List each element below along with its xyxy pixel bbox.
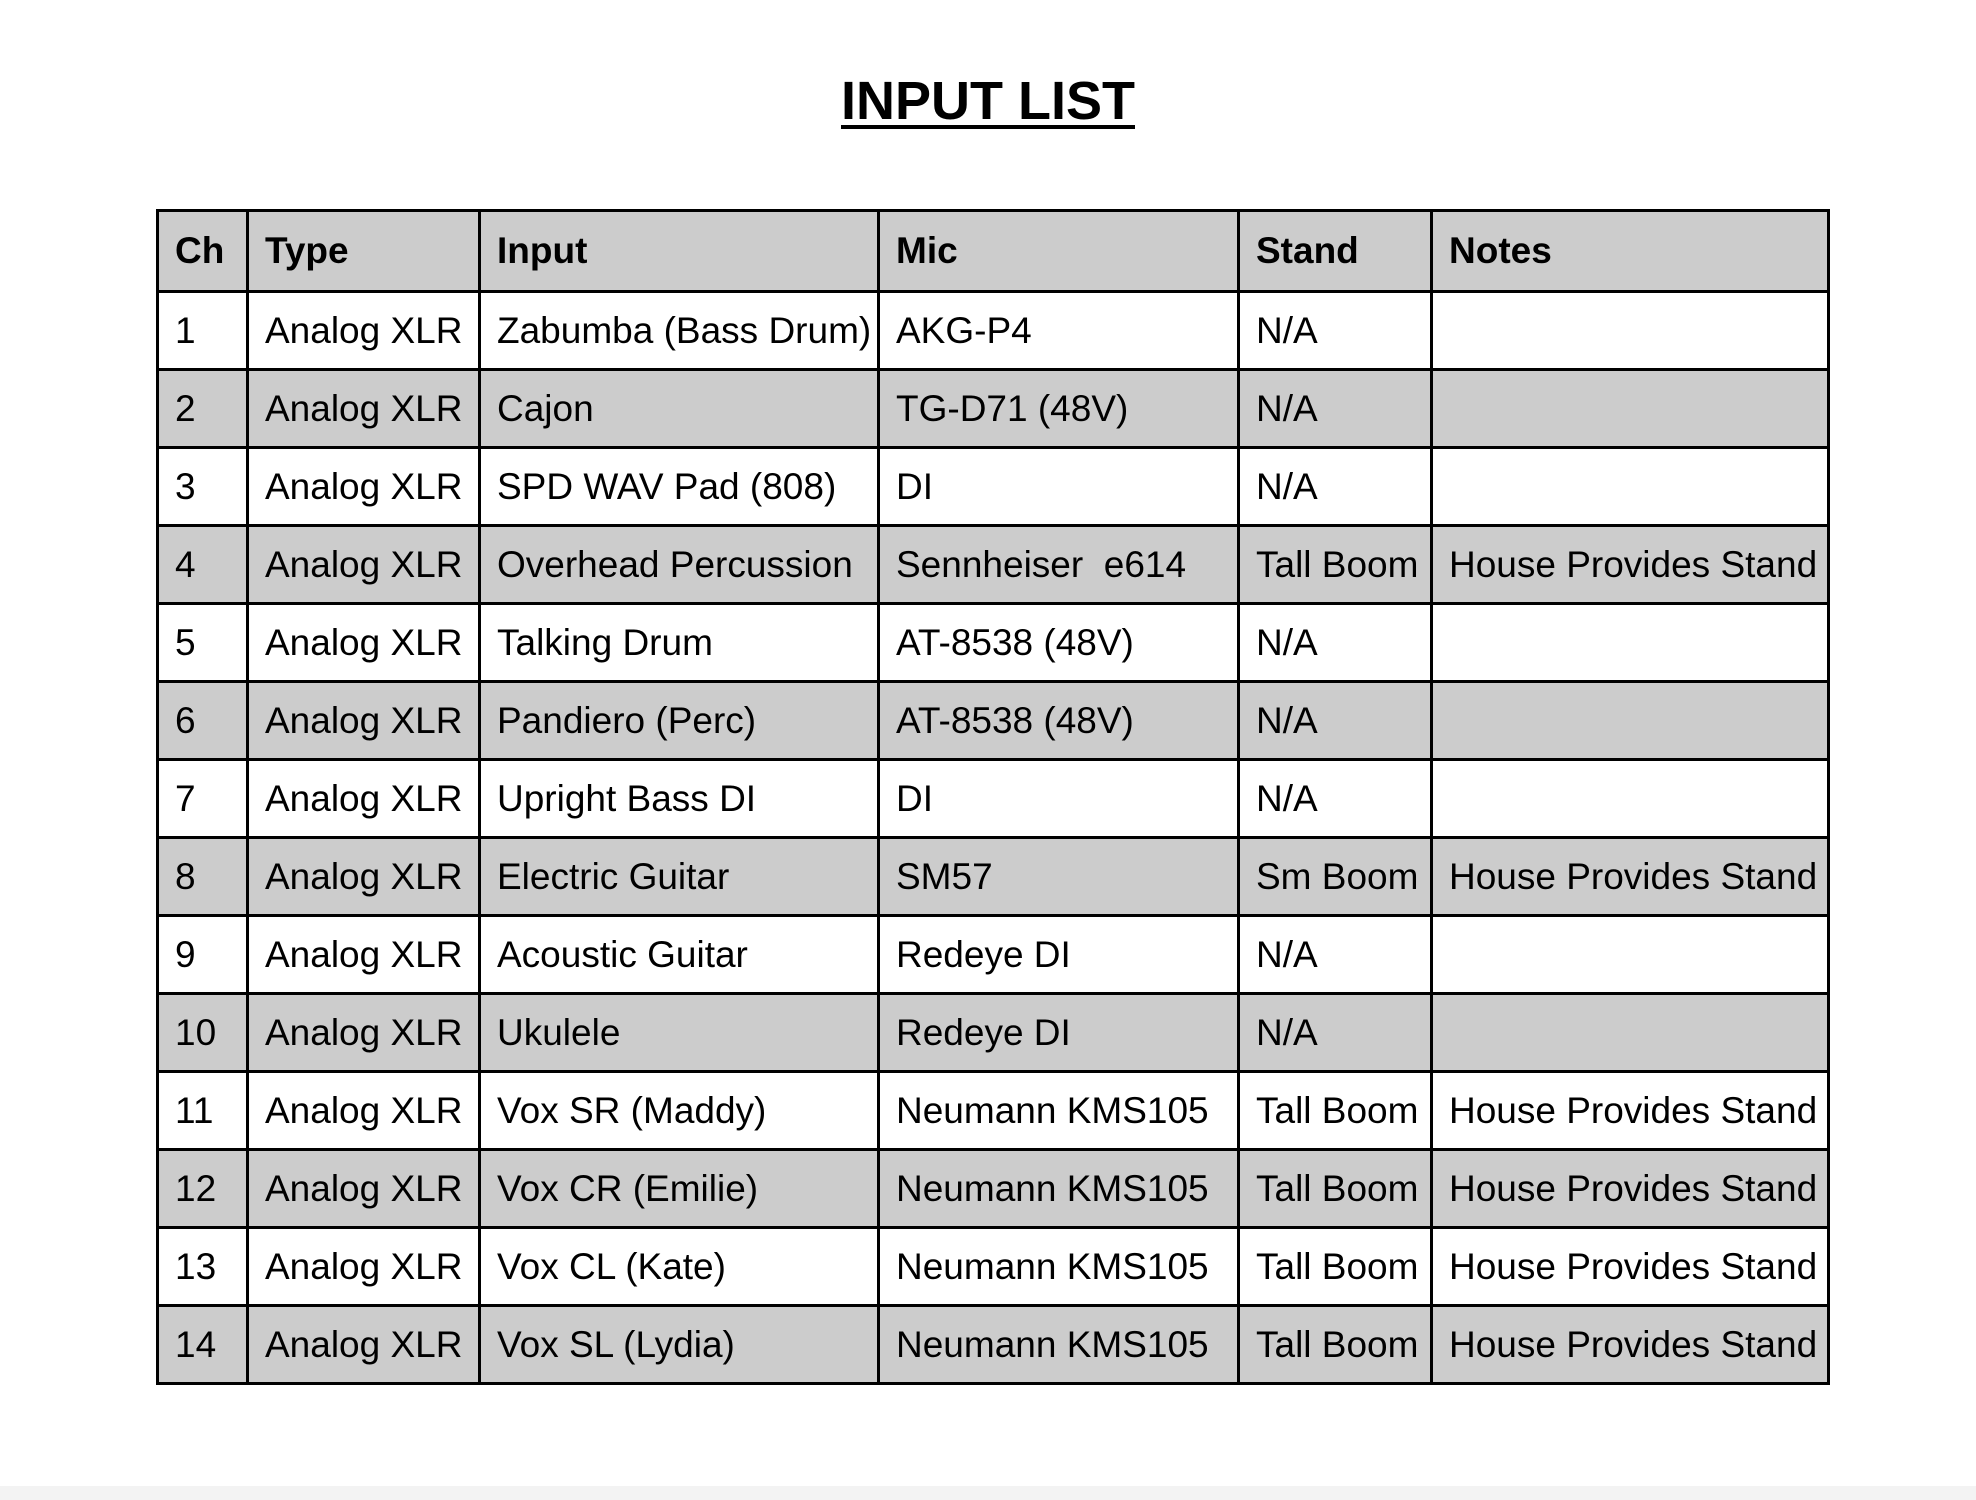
cell-type: Analog XLR [248,682,480,760]
table-row [158,994,1829,1072]
cell-mic: AT-8538 (48V) [879,682,1239,760]
cell-stand: N/A [1239,448,1432,526]
cell-ch: 7 [158,760,248,838]
table-row [158,682,1829,760]
cell-type: Analog XLR [248,994,480,1072]
cell-mic: Redeye DI [879,916,1239,994]
cell-stand: Sm Boom [1239,838,1432,916]
cell-type: Analog XLR [248,760,480,838]
cell-mic: Neumann KMS105 [879,1228,1239,1306]
cell-ch: 6 [158,682,248,760]
table-row [158,916,1829,994]
cell-input: Pandiero (Perc) [480,682,879,760]
table-row [158,526,1829,604]
cell-stand: N/A [1239,604,1432,682]
table-row [158,1150,1829,1228]
cell-ch: 2 [158,370,248,448]
table-row [158,1306,1829,1384]
cell-notes: House Provides Stand [1432,526,1829,604]
page-bottom-edge [0,1486,1976,1500]
cell-mic: Neumann KMS105 [879,1306,1239,1384]
header-notes: Notes [1432,211,1829,292]
header-type: Type [248,211,480,292]
cell-notes [1432,760,1829,838]
cell-type: Analog XLR [248,916,480,994]
cell-type: Analog XLR [248,292,480,370]
cell-notes [1432,682,1829,760]
cell-notes [1432,994,1829,1072]
cell-mic: TG-D71 (48V) [879,370,1239,448]
cell-stand: Tall Boom [1239,1072,1432,1150]
cell-type: Analog XLR [248,838,480,916]
cell-notes [1432,604,1829,682]
cell-stand: N/A [1239,370,1432,448]
cell-type: Analog XLR [248,370,480,448]
header-ch: Ch [158,211,248,292]
table-row [158,838,1829,916]
table-row [158,604,1829,682]
cell-notes [1432,292,1829,370]
cell-stand: Tall Boom [1239,1150,1432,1228]
cell-input: Acoustic Guitar [480,916,879,994]
cell-stand: N/A [1239,916,1432,994]
cell-input: Cajon [480,370,879,448]
cell-stand: N/A [1239,292,1432,370]
cell-stand: N/A [1239,760,1432,838]
cell-input: Vox SL (Lydia) [480,1306,879,1384]
cell-notes [1432,916,1829,994]
cell-type: Analog XLR [248,1072,480,1150]
cell-mic: DI [879,448,1239,526]
cell-input: Vox SR (Maddy) [480,1072,879,1150]
header-mic: Mic [879,211,1239,292]
cell-notes: House Provides Stand [1432,1150,1829,1228]
cell-mic: Neumann KMS105 [879,1072,1239,1150]
cell-type: Analog XLR [248,448,480,526]
cell-input: Vox CL (Kate) [480,1228,879,1306]
cell-ch: 11 [158,1072,248,1150]
cell-ch: 10 [158,994,248,1072]
cell-ch: 3 [158,448,248,526]
cell-notes: House Provides Stand [1432,838,1829,916]
table-row [158,1072,1829,1150]
cell-ch: 5 [158,604,248,682]
cell-input: Zabumba (Bass Drum) [480,292,879,370]
cell-ch: 14 [158,1306,248,1384]
cell-notes: House Provides Stand [1432,1072,1829,1150]
cell-ch: 1 [158,292,248,370]
cell-type: Analog XLR [248,1150,480,1228]
cell-notes [1432,448,1829,526]
cell-mic: DI [879,760,1239,838]
cell-mic: AKG-P4 [879,292,1239,370]
table-row [158,292,1829,370]
cell-stand: Tall Boom [1239,1306,1432,1384]
cell-mic: Redeye DI [879,994,1239,1072]
cell-type: Analog XLR [248,1306,480,1384]
cell-type: Analog XLR [248,604,480,682]
cell-notes: House Provides Stand [1432,1228,1829,1306]
cell-input: SPD WAV Pad (808) [480,448,879,526]
table-row [158,760,1829,838]
cell-ch: 8 [158,838,248,916]
table-row [158,1228,1829,1306]
cell-input: Overhead Percussion [480,526,879,604]
page-title: INPUT LIST [841,71,1135,131]
cell-input: Vox CR (Emilie) [480,1150,879,1228]
cell-notes: House Provides Stand [1432,1306,1829,1384]
cell-type: Analog XLR [248,526,480,604]
cell-ch: 4 [158,526,248,604]
cell-mic: Neumann KMS105 [879,1150,1239,1228]
table-row [158,370,1829,448]
cell-mic: AT-8538 (48V) [879,604,1239,682]
cell-stand: Tall Boom [1239,1228,1432,1306]
table-header-row [158,211,1829,292]
cell-ch: 12 [158,1150,248,1228]
cell-stand: N/A [1239,682,1432,760]
cell-stand: N/A [1239,994,1432,1072]
header-input: Input [480,211,879,292]
cell-input: Upright Bass DI [480,760,879,838]
cell-input: Electric Guitar [480,838,879,916]
cell-notes [1432,370,1829,448]
cell-input: Talking Drum [480,604,879,682]
cell-mic: SM57 [879,838,1239,916]
input-list-table [156,209,1830,1385]
header-stand: Stand [1239,211,1432,292]
cell-type: Analog XLR [248,1228,480,1306]
cell-stand: Tall Boom [1239,526,1432,604]
cell-ch: 13 [158,1228,248,1306]
table-row [158,448,1829,526]
cell-mic: Sennheiser e614 [879,526,1239,604]
cell-input: Ukulele [480,994,879,1072]
cell-ch: 9 [158,916,248,994]
